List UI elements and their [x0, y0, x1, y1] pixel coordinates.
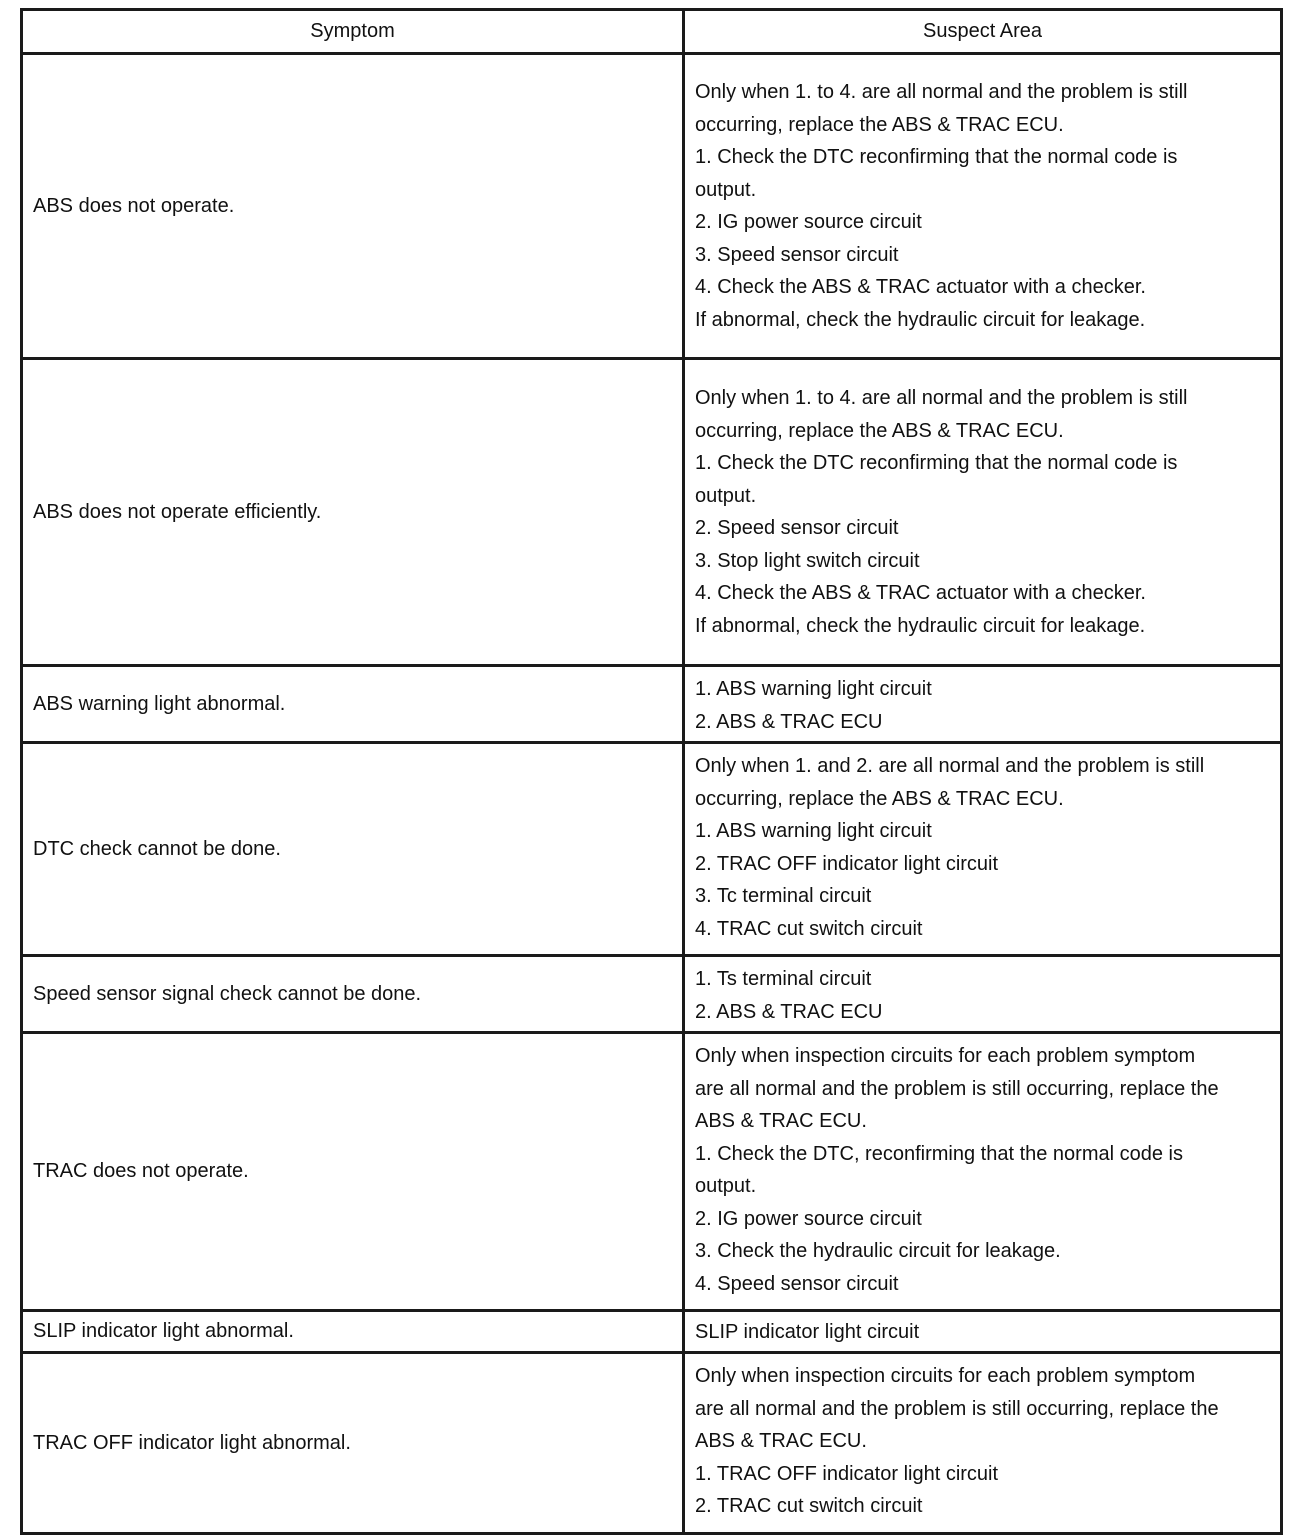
suspect-line: 3. Check the hydraulic circuit for leakage.	[695, 1240, 1061, 1262]
table-row	[22, 743, 1282, 956]
table-row	[22, 1353, 1282, 1534]
suspect-line: If abnormal, check the hydraulic circuit for leakage.	[695, 614, 1146, 637]
table-row	[22, 956, 1282, 1033]
symptom-table	[20, 8, 1283, 1535]
symptom-cell: ABS warning light abnormal.	[22, 666, 684, 743]
suspect-line: 2. TRAC OFF indicator light circuit	[695, 852, 999, 875]
symptom-cell: SLIP indicator light abnormal.	[22, 1311, 684, 1353]
table-row	[22, 1033, 1282, 1311]
suspect-line: 2. ABS & TRAC ECU	[695, 1000, 883, 1023]
suspect-line: output.	[695, 178, 757, 201]
suspect-line: 1. Check the DTC reconfirming that the normal code is	[695, 452, 1178, 474]
table-row	[22, 1311, 1282, 1353]
suspect-line: 2. ABS & TRAC ECU	[695, 710, 883, 733]
suspect-line: 3. Stop light switch circuit	[695, 549, 920, 572]
suspect-line: Only when 1. to 4. are all normal and the problem is still	[695, 81, 1188, 103]
suspect-area-cell	[684, 54, 1282, 359]
suspect-area-cell	[684, 956, 1282, 1033]
header-row	[22, 10, 1282, 54]
symptom-cell: ABS does not operate.	[22, 54, 684, 359]
suspect-line: 1. ABS warning light circuit	[695, 678, 932, 700]
suspect-line: ABS & TRAC ECU.	[695, 1430, 867, 1452]
suspect-line: 1. Check the DTC, reconfirming that the normal code is	[695, 1142, 1183, 1165]
suspect-line: are all normal and the problem is still occurring, replace the	[695, 1397, 1219, 1420]
suspect-line: SLIP indicator light circuit	[695, 1320, 920, 1343]
symptom-cell: TRAC does not operate.	[22, 1033, 684, 1311]
table-row	[22, 54, 1282, 359]
suspect-line: occurring, replace the ABS & TRAC ECU.	[695, 787, 1064, 810]
symptom-header: Symptom	[22, 10, 684, 54]
suspect-area-cell	[684, 1311, 1282, 1353]
suspect-line: 2. IG power source circuit	[695, 1207, 922, 1230]
suspect-line: 1. Check the DTC reconfirming that the normal code is	[695, 146, 1178, 168]
suspect-line: Only when 1. and 2. are all normal and the problem is still	[695, 755, 1205, 777]
symptom-cell: Speed sensor signal check cannot be done.	[22, 956, 684, 1033]
suspect-line: If abnormal, check the hydraulic circuit for leakage.	[695, 308, 1146, 331]
suspect-line: 2. TRAC cut switch circuit	[695, 1495, 923, 1517]
symptom-cell: DTC check cannot be done.	[22, 743, 684, 956]
suspect-line: 4. Check the ABS & TRAC actuator with a checker.	[695, 276, 1146, 298]
suspect-area-cell	[684, 1353, 1282, 1534]
suspect-line: 4. Check the ABS & TRAC actuator with a checker.	[695, 582, 1146, 604]
suspect-area-cell	[684, 666, 1282, 743]
suspect-area-header: Suspect Area	[684, 10, 1282, 54]
suspect-line: output.	[695, 1175, 757, 1197]
suspect-line: 4. Speed sensor circuit	[695, 1272, 899, 1295]
suspect-line: 3. Speed sensor circuit	[695, 243, 899, 266]
suspect-line: Only when inspection circuits for each problem symptom	[695, 1365, 1196, 1387]
suspect-line: 4. TRAC cut switch circuit	[695, 917, 923, 940]
suspect-line: 2. IG power source circuit	[695, 211, 922, 233]
suspect-area-cell	[684, 359, 1282, 666]
suspect-line: are all normal and the problem is still occurring, replace the	[695, 1077, 1219, 1100]
suspect-area-cell	[684, 1033, 1282, 1311]
suspect-line: occurring, replace the ABS & TRAC ECU.	[695, 419, 1064, 442]
suspect-line: Only when inspection circuits for each problem symptom	[695, 1045, 1196, 1067]
table-row	[22, 666, 1282, 743]
suspect-line: 2. Speed sensor circuit	[695, 517, 899, 539]
suspect-line: 1. TRAC OFF indicator light circuit	[695, 1462, 999, 1485]
suspect-line: output.	[695, 484, 757, 507]
table-row	[22, 359, 1282, 666]
suspect-line: occurring, replace the ABS & TRAC ECU.	[695, 113, 1064, 136]
suspect-line: Only when 1. to 4. are all normal and the problem is still	[695, 387, 1188, 409]
suspect-line: ABS & TRAC ECU.	[695, 1110, 867, 1132]
suspect-line: 3. Tc terminal circuit	[695, 885, 872, 907]
suspect-area-cell	[684, 743, 1282, 956]
symptom-cell: ABS does not operate efficiently.	[22, 359, 684, 666]
symptom-cell: TRAC OFF indicator light abnormal.	[22, 1353, 684, 1534]
suspect-line: 1. Ts terminal circuit	[695, 968, 872, 990]
suspect-line: 1. ABS warning light circuit	[695, 820, 932, 842]
